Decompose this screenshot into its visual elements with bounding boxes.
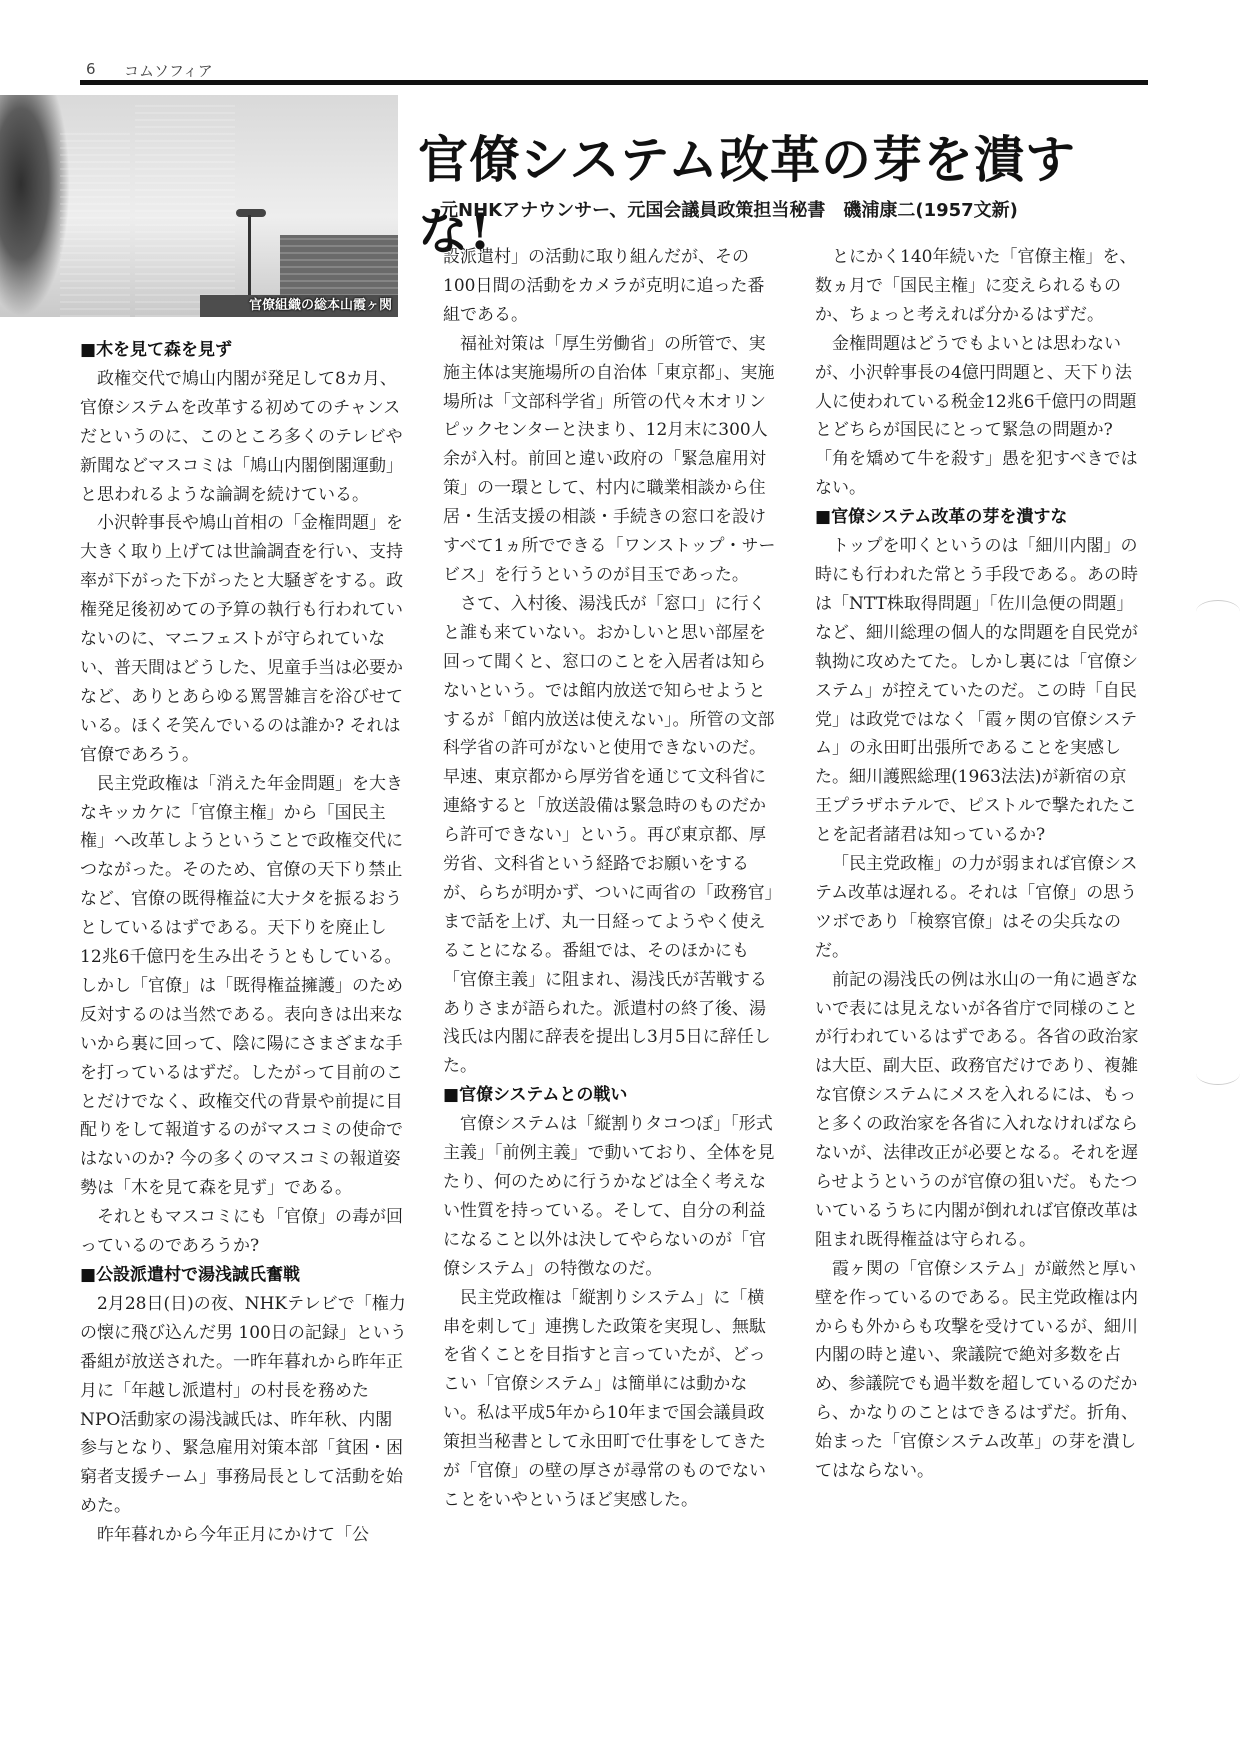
paragraph: 民主党政権は「縦割りシステム」に「横串を刺して」連携した政策を実現し、無駄を省くことを目指すと言っていたが、どっこい「官僚システム」は簡単には動かない。私は平成5年から10年まで国会議員政策担当秘書として永田町で仕事をしてきたが「官僚」の壁の厚さが尋常のものでないことをいやというほど実感した。 [443, 1287, 766, 1510]
paragraph: 金権問題はどうでもよいとは思わないが、小沢幹事長の4億円問題と、天下り法人に使われている税金12兆6千億円の問題とどちらが国民にとって緊急の問題か?「角を矯めて牛を殺す」愚を犯すべきではない。 [815, 333, 1138, 499]
section-heading: ■ 官僚システム改革の芽を潰すな [815, 503, 1141, 532]
byline-author: 磯浦康二(1957文新) [843, 200, 1018, 221]
paragraph: 福祉対策は「厚生労働省」の所管で、実施主体は実施場所の自治体「東京都」、実施場所は「文部科学省」所管の代々木オリンピックセンターと決まり、12月末に300人余が入村。前回と違い政府の「緊急雇用対策」の一環として、村内に職業相談から住居・生活支援の相談・手続きの窓口を設けすべて1ヵ所でできる「ワンストップ・サービス」を行うというのが目玉であった。 [443, 333, 776, 585]
section-heading: ■ 公設派遣村で湯浅誠氏奮戦 [80, 1261, 408, 1290]
section-heading: ■ 官僚システムとの戦い [443, 1081, 781, 1110]
text-column-3 [815, 243, 1141, 1486]
photo-building-left [60, 130, 130, 317]
byline-role: 元NHKアナウンサー、元国会議員政策担当秘書 [440, 200, 826, 221]
paragraph: それともマスコミにも「官僚」の毒が回っているのであろうか? [80, 1207, 403, 1257]
paragraph: 設派遣村」の活動に取り組んだが、その100日間の活動をカメラが克明に追った番組である。 [443, 247, 765, 325]
paragraph: 官僚システムは「縦割りタコつぼ」「形式主義」「前例主義」で動いており、全体を見たり、何のために行うかなどは全く考えない性質を持っている。そして、自分の利益になること以外は決してやらないのが「官僚システム」の特徴なのだ。 [443, 1114, 775, 1279]
paragraph: とにかく140年続いた「官僚主権」を、数ヵ月で「国民主権」に変えられるものか、ちょっと考えれば分かるはずだ。 [815, 247, 1137, 325]
paragraph: トップを叩くというのは「細川内閣」の時にも行われた常とう手段である。あの時は「NTT株取得問題」「佐川急便の問題」など、細川総理の個人的な問題を自民党が執拗に攻めたてた。しかし裏には「官僚システム」が控えていたのだ。この時「自民党」は政党ではなく「霞ヶ関の官僚システム」の永田町出張所であることを実感した。細川護熙総理(1963法法)が新宿の京王プラザホテルで、ピストルで撃たれたことを記者諸君は知っているか? [815, 536, 1138, 846]
magazine-name: コムソフィア [124, 62, 213, 80]
photo-streetlamp-head [236, 209, 266, 217]
article-photo [0, 95, 398, 317]
paragraph: 2月28日(日)の夜、NHKテレビで「権力の懐に飛び込んだ男 100日の記録」という番組が放送された。一昨年暮れから昨年正月に「年越し派遣村」の村長を務めたNPO活動家の湯浅誠氏は、昨年秋、内閣参与となり、緊急雇用対策本部「貧困・困窮者支援チーム」事務局長として活動を始めた。 [80, 1293, 407, 1517]
article-byline [440, 196, 1140, 222]
paragraph: さて、入村後、湯浅氏が「窓口」に行くと誰も来ていない。おかしいと思い部屋を回って聞くと、窓口のことを入居者は知らないという。では館内放送で知らせようとするが「館内放送は使えない」。所管の文部科学省の許可がないと使用できないのだ。早速、東京都から厚労省を通じて文科省に連絡すると「放送設備は緊急時のものだから許可できない」という。再び東京都、厚労省、文科省という経路でお願いをするが、らちが明かず、ついに両省の「政務官」まで話を上げ、丸一日経ってようやく使えることになる。番組では、そのほかにも「官僚主義」に阻まれ、湯浅氏が苦戦するありさまが語られた。派遣村の終了後、湯浅氏は内閣に辞表を提出し3月5日に辞任した。 [443, 593, 775, 1077]
paragraph: 前記の湯浅氏の例は氷山の一角に過ぎないで表には見えないが各省庁で同様のことが行われているはずである。各省の政治家は大臣、副大臣、政務官だけであり、複雑な官僚システムにメスを入れるには、もっと多くの政治家を各省に入れなければならないが、法律改正が必要となる。それを遅らせようというのが官僚の狙いだ。もたついているうちに内閣が倒れれば官僚改革は阻まれ既得権益は守られる。 [815, 969, 1139, 1250]
article-title: 官僚システム改革の芽を潰すな! [418, 130, 1076, 261]
page-number: 6 [86, 60, 96, 78]
text-column-2 [443, 243, 781, 1515]
text-column-1 [80, 336, 408, 1550]
section-heading: ■ 木を見て森を見ず [80, 336, 408, 365]
scan-edge-mark [1196, 600, 1240, 623]
paragraph: 「民主党政権」の力が弱まれば官僚システム改革は遅れる。それは「官僚」の思うツボであり「検察官僚」はその尖兵なのだ。 [815, 854, 1138, 961]
photo-caption: 官僚組織の総本山霞ヶ関 [248, 298, 392, 313]
photo-building-right [135, 105, 235, 317]
paragraph: 霞ヶ関の「官僚システム」が厳然と厚い壁を作っているのである。民主党政権は内からも外からも攻撃を受けているが、細川内閣の時と違い、衆議院で絶対多数を占め、参議院でも過半数を超しているのだから、かなりのことはできるはずだ。折角、始まった「官僚システム改革」の芽を潰してはならない。 [815, 1258, 1138, 1482]
paragraph: 政権交代で鳩山内閣が発足して8カ月、官僚システムを改革する初めてのチャンスだというのに、このところ多くのテレビや新聞などマスコミは「鳩山内閣倒閣運動」と思われるような論調を続けている。 [80, 368, 403, 505]
paragraph: 昨年暮れから今年正月にかけて「公 [97, 1525, 369, 1546]
paragraph: 民主党政権は「消えた年金問題」を大きなキッカケに「官僚主権」から「国民主権」へ改革しようということで政権交代につながった。そのため、官僚の天下り禁止など、官僚の既得権益に大ナタを振るおうとしているはずである。天下りを廃止し12兆6千億円を生み出そうともしている。しかし「官僚」は「既得権益擁護」のため反対するのは当然である。表向きは出来ないから裏に回って、陰に陽にさまざまな手を打っているはずだ。したがって目前のことだけでなく、政権交代の背景や前提に目配りをして報道するのがマスコミの使命ではないのか? 今の多くのマスコミの報道姿勢は「木を見て森を見ず」である。 [80, 773, 403, 1199]
scan-edge-mark [1196, 1062, 1240, 1085]
header-rule [80, 80, 1148, 85]
paragraph: 小沢幹事長や鳩山首相の「金権問題」を大きく取り上げては世論調査を行い、支持率が下がった下がったと大騒ぎをする。政権発足後初めての予算の執行も行われていないのに、マニフェストが守られていない、普天間はどうした、児童手当は必要かなど、ありとあらゆる罵詈雑言を浴びせている。ほくそ笑んでいるのは誰か? それは官僚であろう。 [80, 513, 403, 765]
